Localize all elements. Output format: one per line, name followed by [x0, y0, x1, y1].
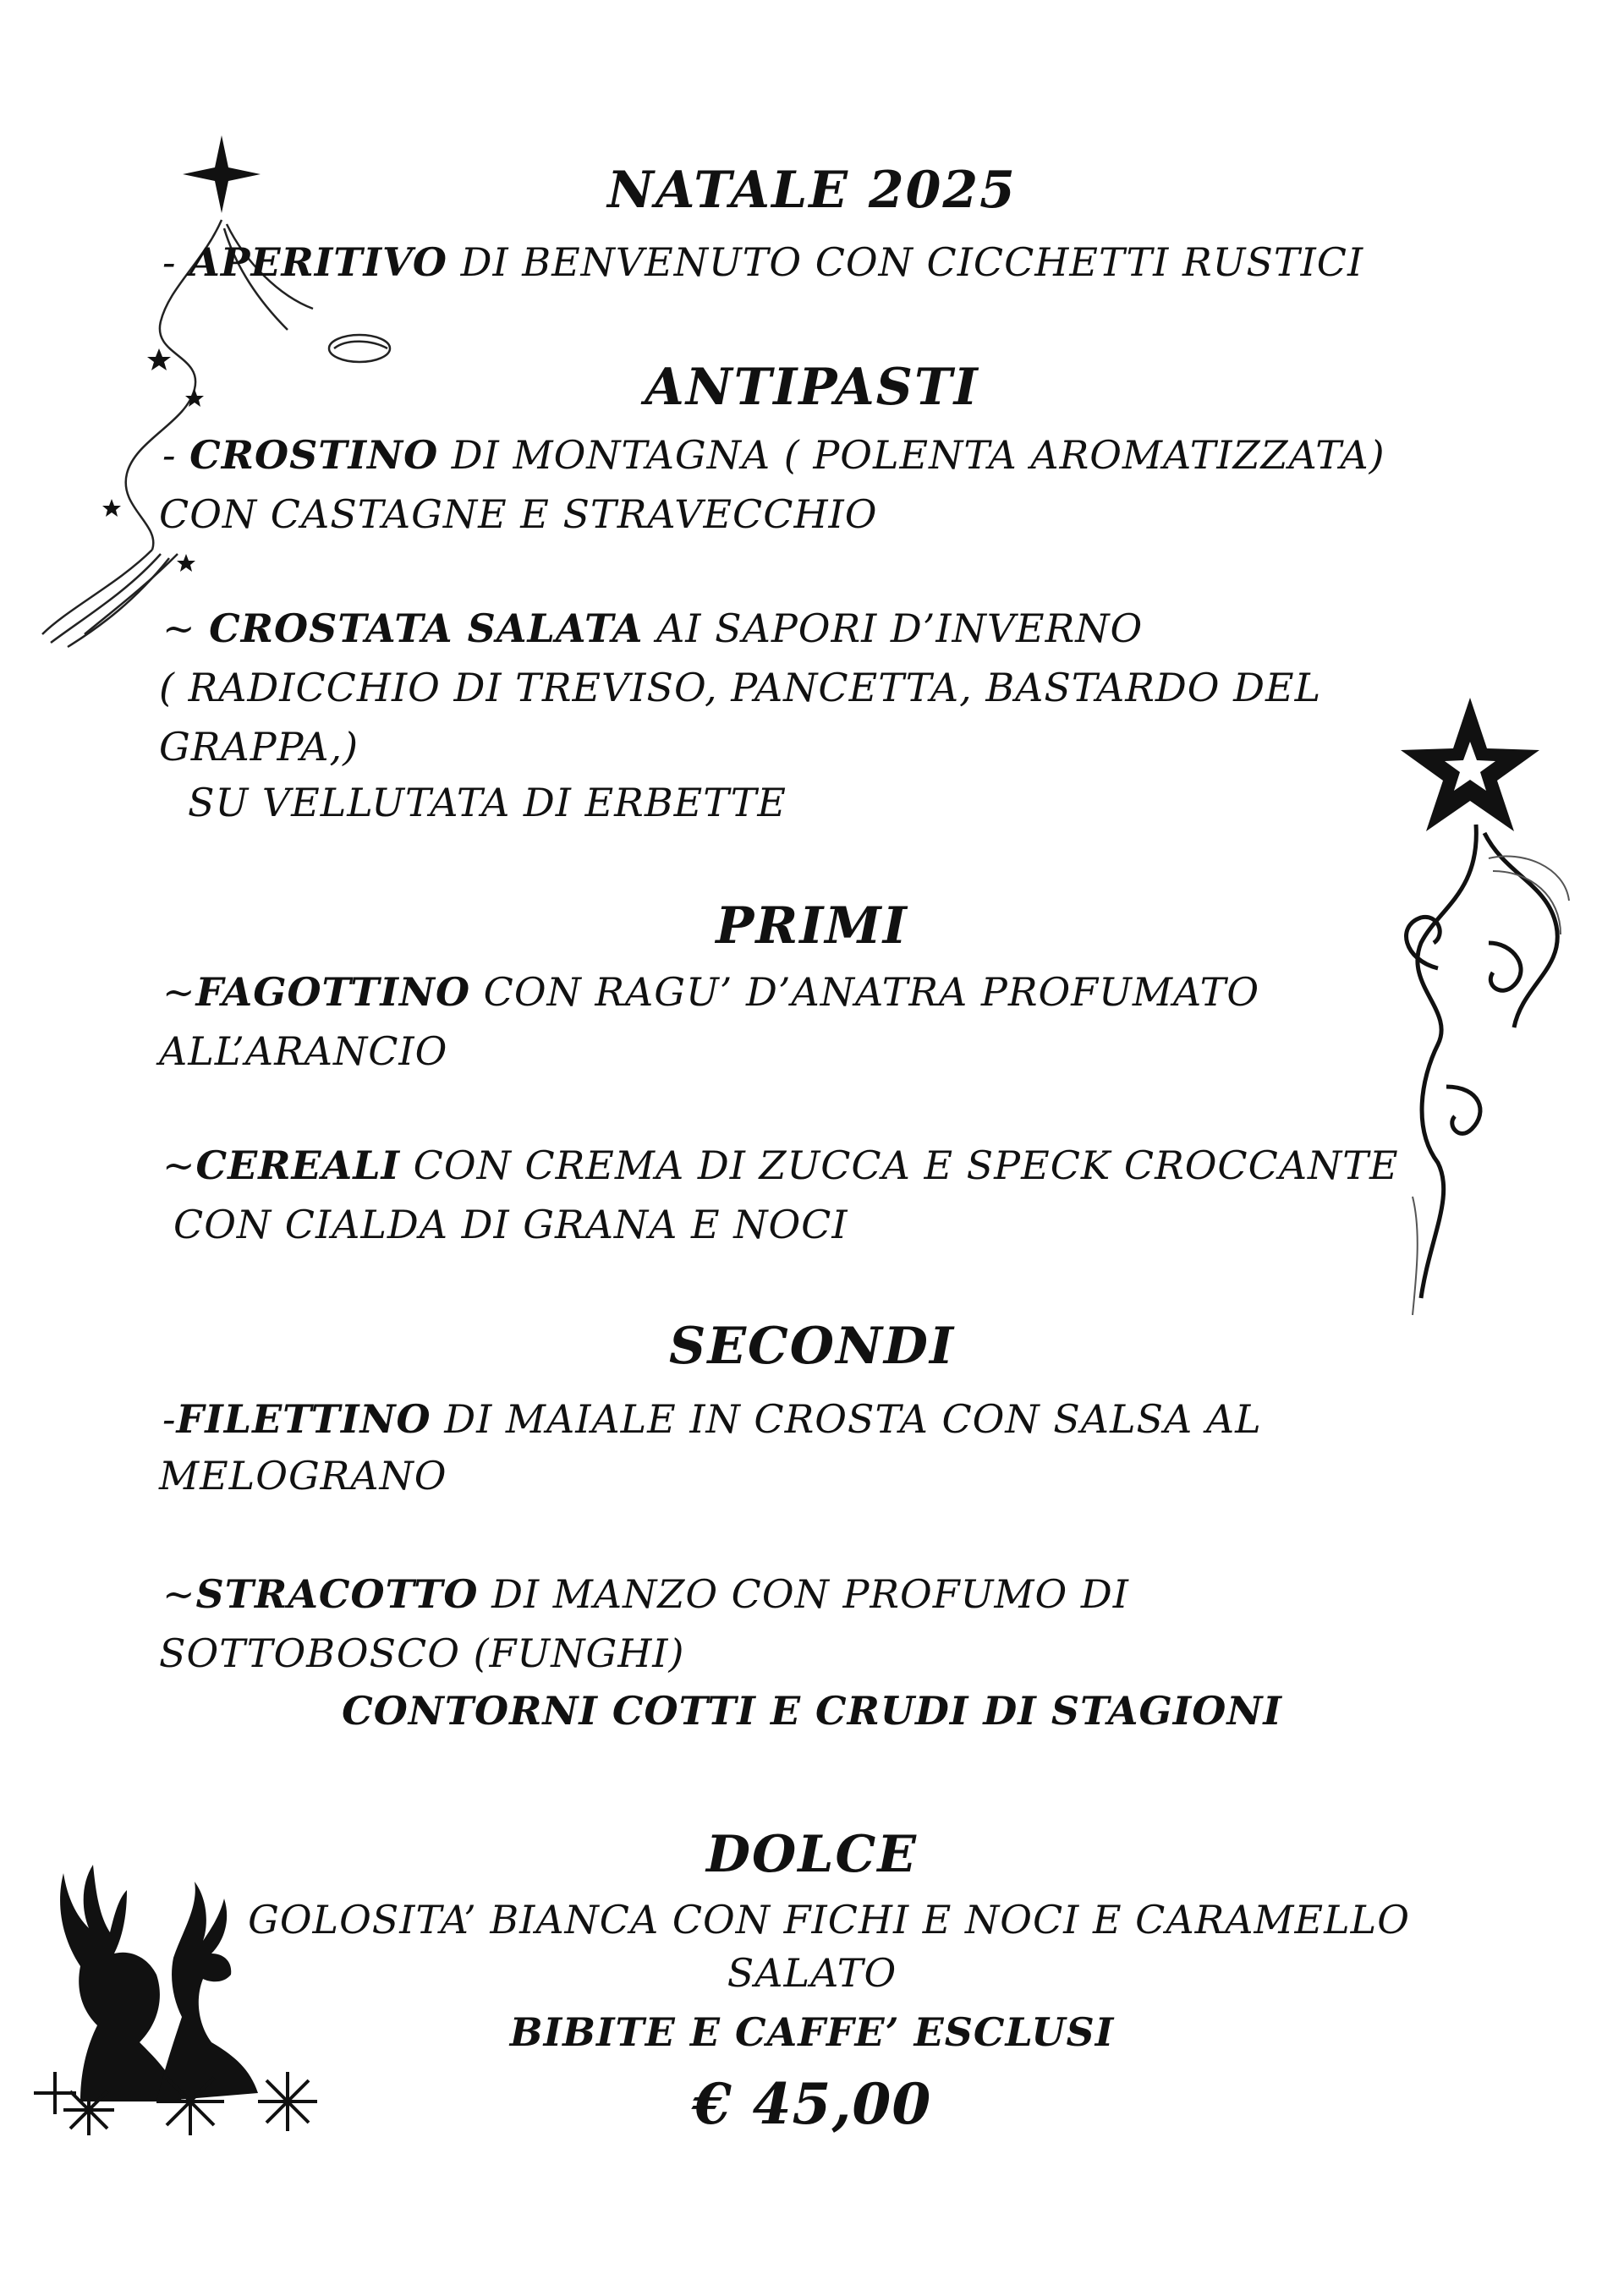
item-prefix: ~ — [162, 969, 196, 1015]
contorni-note: CONTORNI COTTI E CRUDI DI STAGIONI — [342, 1688, 1282, 1734]
crostino-line-2: CON CASTAGNE E STRAVECCHIO — [159, 491, 878, 537]
crostata-line-3: GRAPPA,) — [159, 724, 359, 770]
item-name: STRACOTTO — [195, 1571, 479, 1617]
item-name: CEREALI — [195, 1143, 401, 1188]
item-description: AI SAPORI D’INVERNO — [643, 606, 1144, 651]
menu-price: € 45,00 — [692, 2071, 932, 2137]
dolce-line-1: GOLOSITA’ BIANCA CON FICHI E NOCI E CARAMELLO — [248, 1897, 1410, 1943]
fagottino-line-2: ALL’ARANCIO — [159, 1028, 448, 1074]
stracotto-item — [162, 1571, 1129, 1617]
item-name: CROSTINO — [189, 432, 439, 478]
item-description: DI MANZO CON PROFUMO DI — [478, 1571, 1129, 1617]
item-description: DI MAIALE IN CROSTA CON SALSA AL — [431, 1396, 1262, 1442]
item-prefix: - — [162, 432, 190, 478]
section-heading-secondi: SECONDI — [668, 1317, 956, 1376]
crostino-item — [162, 432, 1385, 478]
item-name: CROSTATA SALATA — [209, 606, 644, 651]
section-heading-primi: PRIMI — [716, 896, 908, 956]
filettino-line-2: MELOGRANO — [159, 1453, 447, 1499]
section-heading-dolce: DOLCE — [706, 1825, 918, 1884]
stracotto-line-2: SOTTOBOSCO (FUNGHI) — [159, 1630, 685, 1676]
cereali-line-2: CON CIALDA DI GRANA E NOCI — [173, 1202, 848, 1247]
item-name: APERITIVO — [189, 239, 447, 285]
menu-title: NATALE 2025 — [607, 161, 1017, 220]
item-name: FILETTINO — [176, 1396, 431, 1442]
item-prefix: - — [162, 239, 190, 285]
star-swirl-icon — [1387, 689, 1582, 1323]
drinks-excluded-note: BIBITE E CAFFE’ ESCLUSI — [509, 2009, 1115, 2055]
item-prefix: - — [162, 1396, 177, 1442]
crostata-line-4: SU VELLUTATA DI ERBETTE — [188, 780, 787, 825]
section-heading-antipasti: ANTIPASTI — [645, 358, 979, 417]
item-description: DI BENVENUTO CON CICCHETTI RUSTICI — [447, 239, 1364, 285]
item-prefix: ~ — [162, 1571, 196, 1617]
item-description: DI MONTAGNA ( POLENTA AROMATIZZATA) — [438, 432, 1385, 478]
cereali-item — [162, 1143, 1399, 1188]
aperitivo-item — [162, 239, 1364, 285]
item-description: CON CREMA DI ZUCCA E SPECK CROCCANTE — [400, 1143, 1399, 1188]
crostata-line-2: ( RADICCHIO DI TREVISO, PANCETTA, BASTARDO DEL — [159, 665, 1322, 710]
dolce-line-2: SALATO — [727, 1950, 897, 1996]
item-description: CON RAGU’ D’ANATRA PROFUMATO — [470, 969, 1260, 1015]
fagottino-item — [162, 969, 1260, 1015]
item-name: FAGOTTINO — [195, 969, 471, 1015]
item-prefix: ~ — [162, 1143, 196, 1188]
item-prefix: ~ — [162, 606, 210, 651]
filettino-item — [162, 1396, 1262, 1442]
crostata-item — [162, 606, 1144, 651]
